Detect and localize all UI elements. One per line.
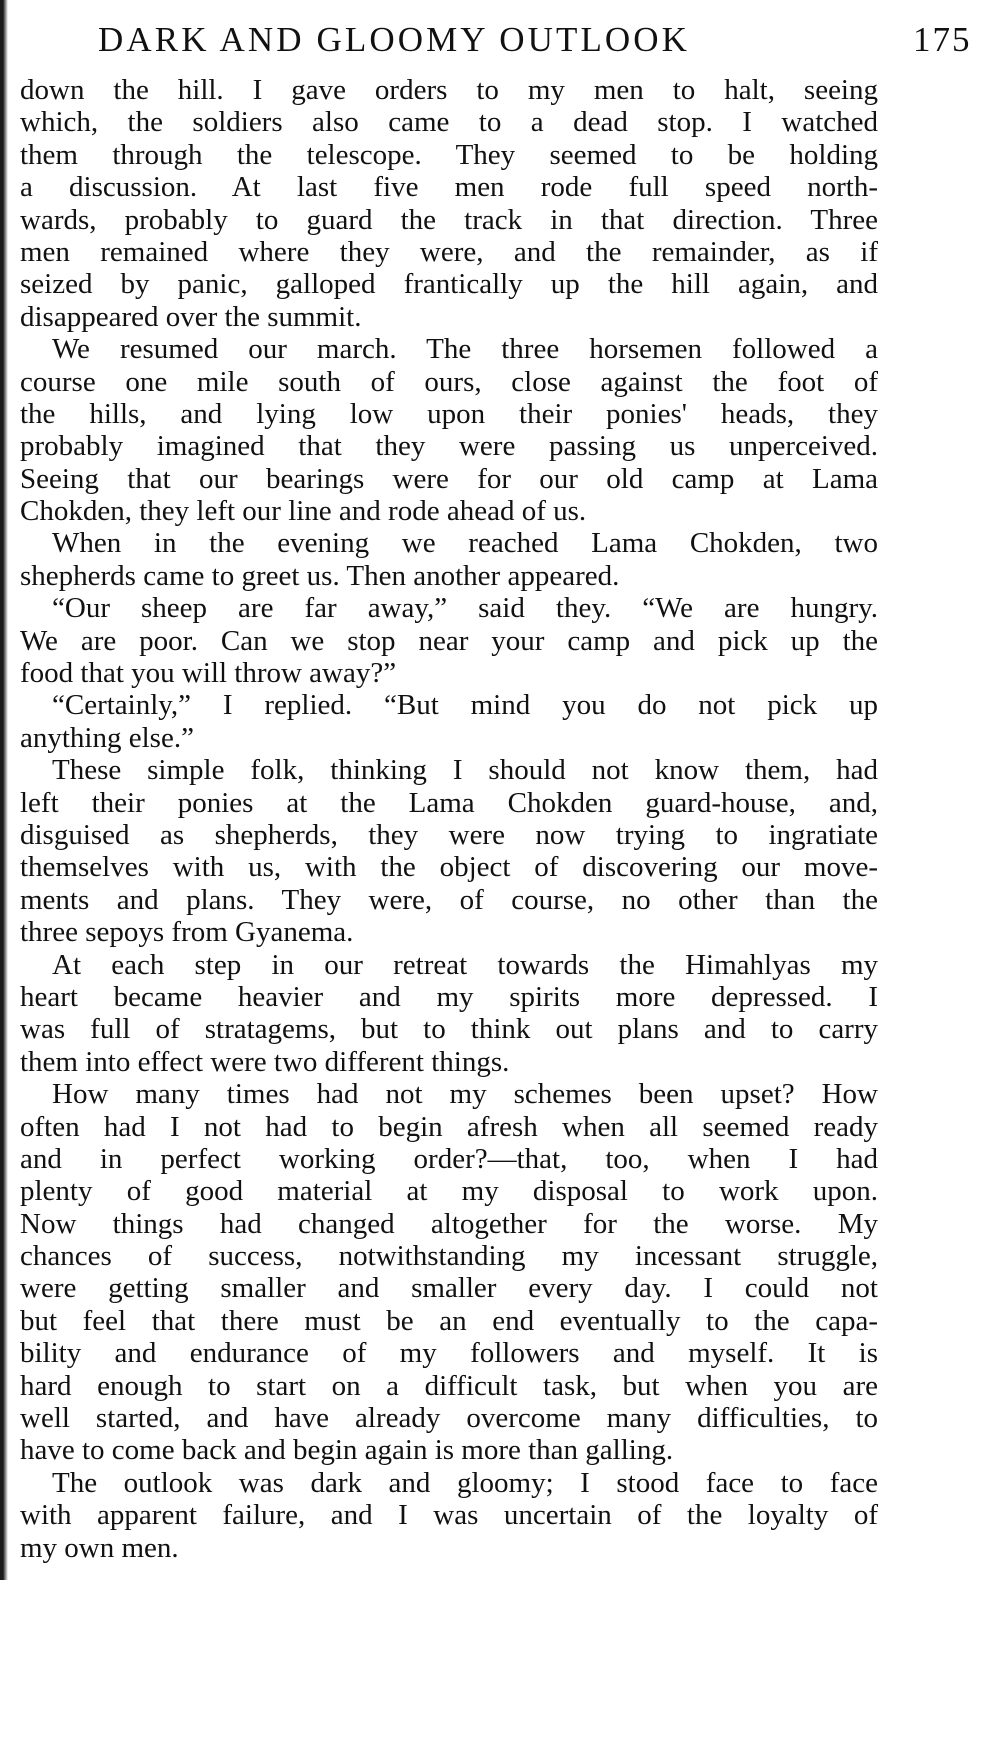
text-line: plenty of good material at my disposal to work upon. [20, 1175, 878, 1208]
text-line: How many times had not my schemes been upset? How [52, 1078, 878, 1111]
text-line: well started, and have already overcome many difficulties, to [20, 1402, 878, 1435]
text-line: anything else.” [20, 721, 194, 754]
text-line: “Certainly,” I replied. “But mind you do not pick up [52, 689, 878, 722]
paragraph [20, 592, 878, 689]
text-line: which, the soldiers also came to a dead stop. I watched [20, 106, 878, 139]
paragraph [20, 689, 878, 754]
text-line: often had I not had to begin afresh when all seemed ready [20, 1110, 878, 1143]
text-line: heart became heavier and my spirits more depressed. I [20, 980, 878, 1013]
paragraph [20, 74, 878, 333]
text-line: bility and endurance of my followers and myself. It is [20, 1337, 878, 1370]
text-line: We resumed our march. The three horsemen followed a [52, 333, 878, 366]
text-line: left their ponies at the Lama Chokden guard-house, and, [20, 786, 878, 819]
text-line: wards, probably to guard the track in that direction. Three [20, 203, 878, 236]
text-line: men remained where they were, and the remainder, as if [20, 235, 878, 268]
text-line: Seeing that our bearings were for our old camp at Lama [20, 462, 878, 495]
paragraph [20, 1467, 878, 1564]
body-text [20, 74, 878, 1564]
text-line: We are poor. Can we stop near your camp and pick up the [20, 624, 878, 657]
text-line: but feel that there must be an end eventually to the capa- [20, 1304, 878, 1337]
text-line: them through the telescope. They seemed to be holding [20, 138, 878, 171]
text-line: my own men. [20, 1531, 179, 1564]
text-line: a discussion. At last five men rode full speed north- [20, 171, 878, 204]
text-line: Now things had changed altogether for the worse. My [20, 1207, 878, 1240]
text-line: and in perfect working order?—that, too, when I had [20, 1142, 878, 1175]
running-header [98, 12, 978, 68]
paragraph [20, 527, 878, 592]
chapter-running-title: DARK AND GLOOMY OUTLOOK [98, 20, 691, 59]
text-line: At each step in our retreat towards the Himahlyas my [52, 948, 878, 981]
paragraph [20, 754, 878, 948]
page-number: 175 [913, 20, 972, 59]
text-line: The outlook was dark and gloomy; I stood face to face [52, 1466, 878, 1499]
text-line: food that you will throw away?” [20, 657, 397, 690]
text-line: have to come back and begin again is more than galling. [20, 1434, 674, 1467]
text-line: “Our sheep are far away,” said they. “We are hungry. [52, 592, 878, 625]
text-line: When in the evening we reached Lama Chokden, two [52, 527, 878, 560]
paragraph [20, 949, 878, 1079]
text-line: ments and plans. They were, of course, no other than the [20, 883, 878, 916]
text-line: hard enough to start on a difficult task, but when you are [20, 1369, 878, 1402]
text-line: down the hill. I gave orders to my men to halt, seeing [20, 74, 878, 106]
paragraph [20, 1078, 878, 1467]
scanned-page-edge [0, 0, 8, 1580]
text-line: seized by panic, galloped frantically up the hill again, and [20, 268, 878, 301]
text-line: Chokden, they left our line and rode ahead of us. [20, 495, 587, 528]
text-line: probably imagined that they were passing us unperceived. [20, 430, 878, 463]
text-line: course one mile south of ours, close against the foot of [20, 365, 878, 398]
text-line: These simple folk, thinking I should not know them, had [52, 754, 878, 787]
text-line: chances of success, notwithstanding my incessant struggle, [20, 1240, 878, 1273]
text-line: them into effect were two different things. [20, 1045, 510, 1078]
text-line: shepherds came to greet us. Then another appeared. [20, 559, 620, 592]
text-line: disappeared over the summit. [20, 300, 362, 333]
text-line: three sepoys from Gyanema. [20, 916, 354, 949]
text-line: with apparent failure, and I was uncertain of the loyalty of [20, 1499, 878, 1532]
text-line: was full of stratagems, but to think out plans and to carry [20, 1013, 878, 1046]
text-line: the hills, and lying low upon their ponies' heads, they [20, 397, 878, 430]
text-line: themselves with us, with the object of discovering our move- [20, 851, 878, 884]
text-line: disguised as shepherds, they were now trying to ingratiate [20, 818, 878, 851]
text-line: were getting smaller and smaller every day. I could not [20, 1272, 878, 1305]
paragraph [20, 333, 878, 527]
